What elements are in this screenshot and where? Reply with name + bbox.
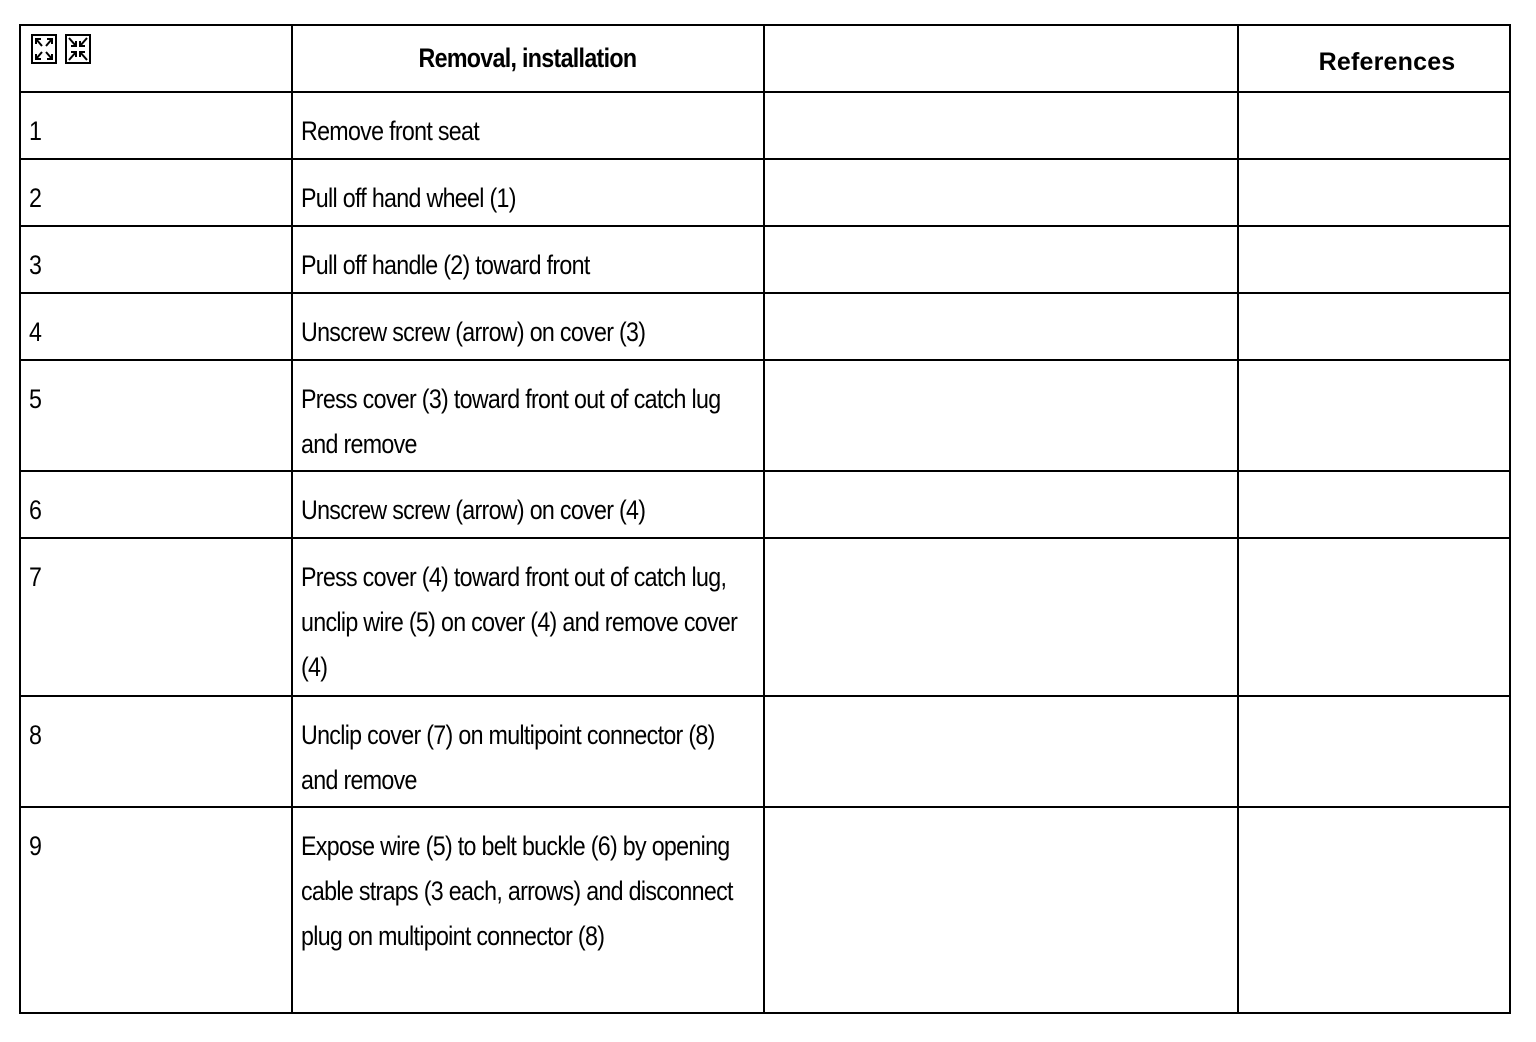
table-row (20, 159, 1510, 226)
step-number-cell (20, 538, 292, 696)
step-number: 6 (29, 495, 42, 525)
step-text: Remove front seat (301, 116, 480, 146)
step-text-cell (292, 293, 764, 360)
procedure-table (19, 24, 1511, 1014)
table-row (20, 293, 1510, 360)
step-number-cell (20, 471, 292, 538)
step-text: Unclip cover (7) on multipoint connector (8) and remove (301, 720, 715, 795)
table-row (20, 92, 1510, 159)
step-text-cell (292, 538, 764, 696)
table-row (20, 226, 1510, 293)
step-text-cell (292, 471, 764, 538)
step-blank-cell (764, 226, 1238, 293)
header-references-title: References (1318, 48, 1456, 76)
step-references-cell (1238, 360, 1510, 471)
step-blank-cell (764, 92, 1238, 159)
header-blank-cell (764, 25, 1238, 92)
table-row (20, 807, 1510, 1013)
step-number: 2 (29, 183, 42, 213)
step-number: 8 (29, 720, 42, 750)
collapse-arrows-icon[interactable] (65, 34, 91, 64)
step-text: Expose wire (5) to belt buckle (6) by opening cable straps (3 each, arrows) and disconnect plug on multipoint connector (8) (301, 831, 733, 951)
step-number-cell (20, 226, 292, 293)
step-text: Unscrew screw (arrow) on cover (3) (301, 317, 646, 347)
step-references-cell (1238, 471, 1510, 538)
step-blank-cell (764, 159, 1238, 226)
step-references-cell (1238, 226, 1510, 293)
header-references-cell (1238, 25, 1510, 92)
step-references-cell (1238, 807, 1510, 1013)
step-references-cell (1238, 696, 1510, 807)
step-number-cell (20, 159, 292, 226)
step-number: 3 (29, 250, 42, 280)
step-text: Press cover (3) toward front out of catch lug and remove (301, 384, 721, 459)
step-blank-cell (764, 696, 1238, 807)
step-references-cell (1238, 92, 1510, 159)
step-number: 1 (29, 116, 42, 146)
step-text-cell (292, 92, 764, 159)
step-text: Pull off hand wheel (1) (301, 183, 516, 213)
step-number: 9 (29, 831, 42, 861)
table-row (20, 360, 1510, 471)
step-number-cell (20, 360, 292, 471)
step-text-cell (292, 807, 764, 1013)
expand-arrows-icon[interactable] (31, 34, 57, 64)
step-number-cell (20, 696, 292, 807)
table-row (20, 471, 1510, 538)
step-text-cell (292, 159, 764, 226)
step-text: Unscrew screw (arrow) on cover (4) (301, 495, 646, 525)
step-references-cell (1238, 159, 1510, 226)
step-text-cell (292, 226, 764, 293)
step-blank-cell (764, 807, 1238, 1013)
header-action-cell (292, 25, 764, 92)
step-references-cell (1238, 538, 1510, 696)
step-number-cell (20, 92, 292, 159)
header-action-title: Removal, installation (418, 43, 637, 73)
step-number: 4 (29, 317, 42, 347)
step-text: Press cover (4) toward front out of catch lug, unclip wire (5) on cover (4) and remove cover (4) (301, 562, 738, 682)
step-blank-cell (764, 538, 1238, 696)
table-row (20, 696, 1510, 807)
table-row (20, 538, 1510, 696)
header-row (20, 25, 1510, 92)
step-text-cell (292, 696, 764, 807)
header-icons-cell (20, 25, 292, 92)
step-text: Pull off handle (2) toward front (301, 250, 590, 280)
step-text-cell (292, 360, 764, 471)
step-number: 7 (29, 562, 42, 592)
step-blank-cell (764, 360, 1238, 471)
step-number: 5 (29, 384, 42, 414)
step-blank-cell (764, 293, 1238, 360)
step-blank-cell (764, 471, 1238, 538)
step-number-cell (20, 807, 292, 1013)
step-references-cell (1238, 293, 1510, 360)
step-number-cell (20, 293, 292, 360)
